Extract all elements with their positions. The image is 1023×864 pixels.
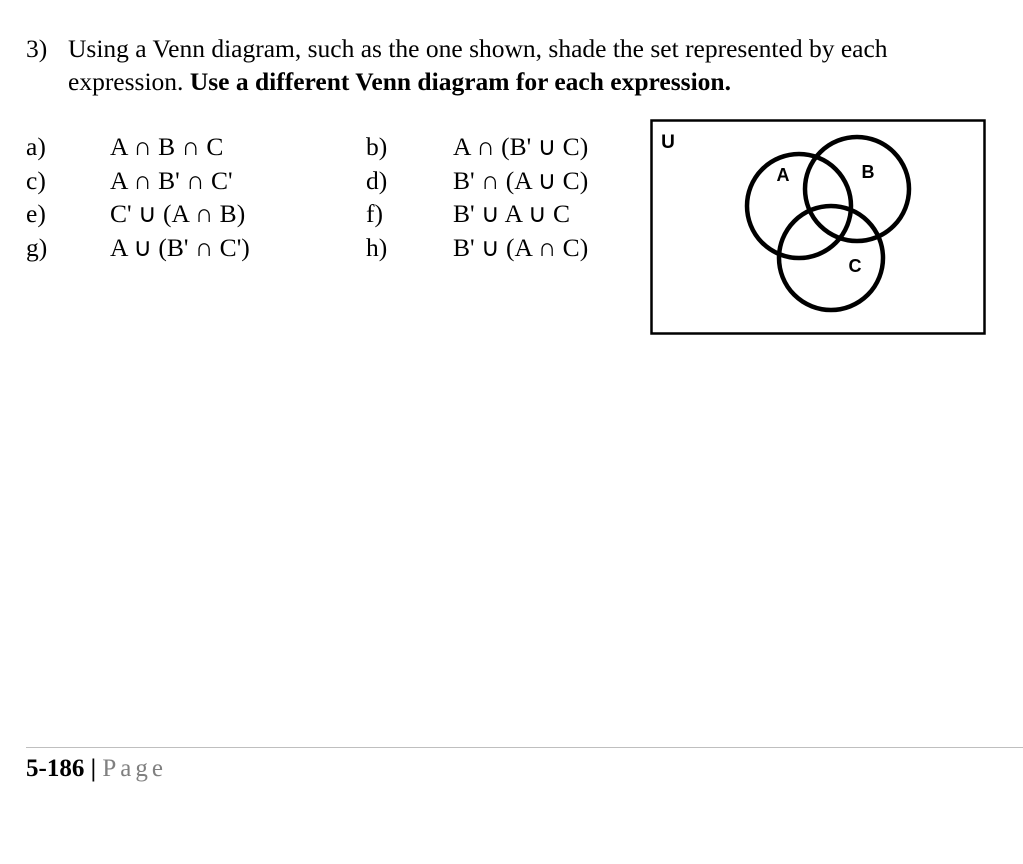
universe-label: U (661, 132, 675, 153)
expression: B' ∪ A ∪ C (453, 199, 571, 228)
expression-row (26, 164, 646, 198)
expression: A ∩ B' ∩ C' (110, 165, 233, 195)
expression-label: a) (26, 132, 46, 161)
expression-label: b) (366, 132, 388, 161)
expression: A ∩ B ∩ C (110, 132, 224, 161)
expression: B' ∩ (A ∪ C) (453, 165, 589, 195)
expression-row (26, 231, 646, 265)
venn-diagram (650, 119, 986, 335)
expression-list (26, 130, 646, 264)
set-b-circle (805, 137, 909, 241)
expression: C' ∪ (A ∩ B) (110, 199, 246, 228)
set-b-label: B (861, 162, 875, 182)
expression: A ∪ (B' ∩ C') (110, 232, 250, 262)
set-a-label: A (776, 165, 790, 185)
page-number: 5-186 (26, 755, 85, 782)
expression-row (26, 197, 646, 231)
question-instruction: Use a different Venn diagram for each expression. (189, 67, 731, 96)
expression-row (26, 130, 646, 164)
expression-label: h) (366, 232, 388, 262)
question-text: Using a Venn diagram, such as the one shown, shade the set represented by each expression. (68, 34, 888, 96)
expression-label: g) (26, 232, 48, 262)
expression: B' ∪ (A ∩ C) (453, 232, 589, 262)
question-number: 3) (26, 34, 48, 63)
set-c-label: C (848, 256, 862, 276)
page-word: Page (102, 755, 167, 782)
footer-divider (26, 747, 1023, 748)
question-text-block (68, 32, 1008, 98)
expression-label: f) (366, 199, 383, 228)
expression-label: d) (366, 165, 388, 195)
expression-label: c) (26, 165, 46, 195)
expression: A ∩ (B' ∪ C) (453, 132, 589, 161)
page-footer (26, 754, 167, 784)
expression-label: e) (26, 199, 46, 228)
page-separator: | (90, 755, 97, 782)
